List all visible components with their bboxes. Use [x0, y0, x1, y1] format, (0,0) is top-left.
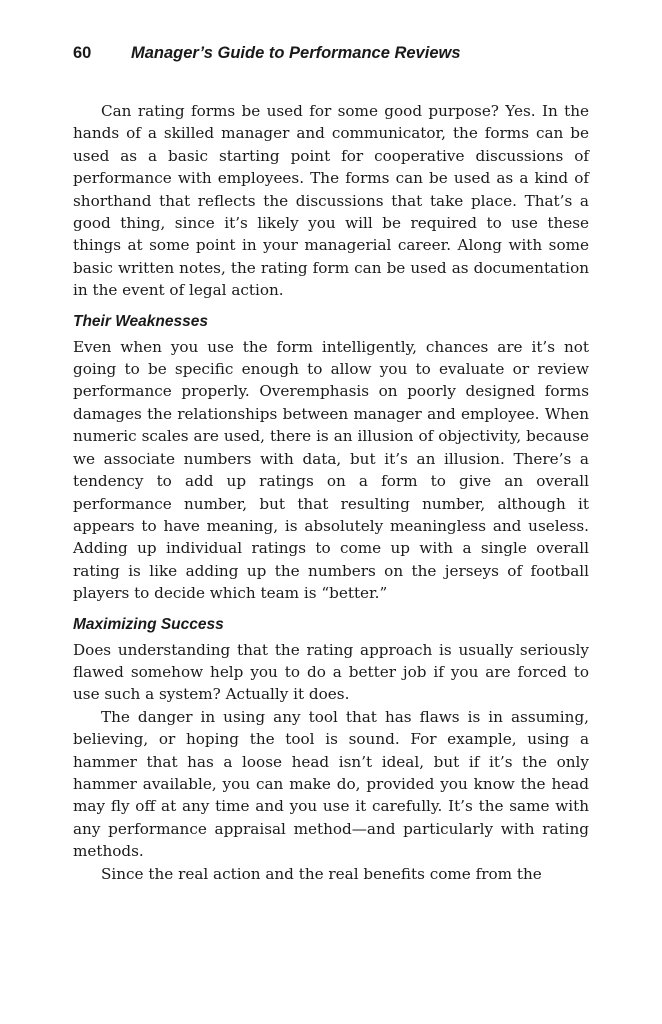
page-header: [73, 44, 622, 66]
paragraph-maximizing-3: Since the real action and the real benefits come from the: [101, 864, 542, 883]
running-title: Manager’s Guide to Performance Reviews: [131, 44, 461, 62]
paragraph-maximizing-1: Does understanding that the rating approach is usually seriously flawed somehow help you to do a better job if you are forced to use such a system? Actually it does.: [73, 640, 589, 704]
paragraph-maximizing-2: The danger in using any tool that has flaws is in assuming, believing, or hoping the tool is sound. For example, using a hammer that has a loose head isn’t ideal, but if it’s the only hammer available, you can make do, provided you know the head may fly off at any time and you use it carefully. It’s the same with any performance appraisal method—and particularly with rating methods.: [73, 707, 589, 861]
heading-maximizing-success: Maximizing Success: [73, 615, 224, 633]
heading-their-weaknesses: Their Weaknesses: [73, 312, 208, 330]
paragraph-weaknesses: Even when you use the form intelligently, chances are it’s not going to be specific enough to allow you to evaluate or review performance properly. Overemphasis on poorly designed forms damages the relationships between manager and employee. When numeric scales are used, there is an illusion of objectivity, because we associate numbers with data, but it’s an illusion. There’s a tendency to add up ratings on a form to give an overall performance number, but that resulting number, although it appears to have meaning, is absolutely meaningless and useless. Adding up individual ratings to come up with a single overall rating is like adding up the numbers on the jerseys of football players to decide which team is “better.”: [73, 337, 589, 603]
paragraph-intro: Can rating forms be used for some good purpose? Yes. In the hands of a skilled manager and communicator, the forms can be used as a basic starting point for cooperative discussions of performance with employees. The forms can be used as a kind of shorthand that reflects the discussions that take place. That’s a good thing, since it’s likely you will be required to use these things at some point in your managerial career. Along with some basic written notes, the rating form can be used as documentation in the event of legal action.: [73, 102, 589, 300]
page-body: [73, 100, 589, 885]
page-number: 60: [73, 44, 92, 62]
